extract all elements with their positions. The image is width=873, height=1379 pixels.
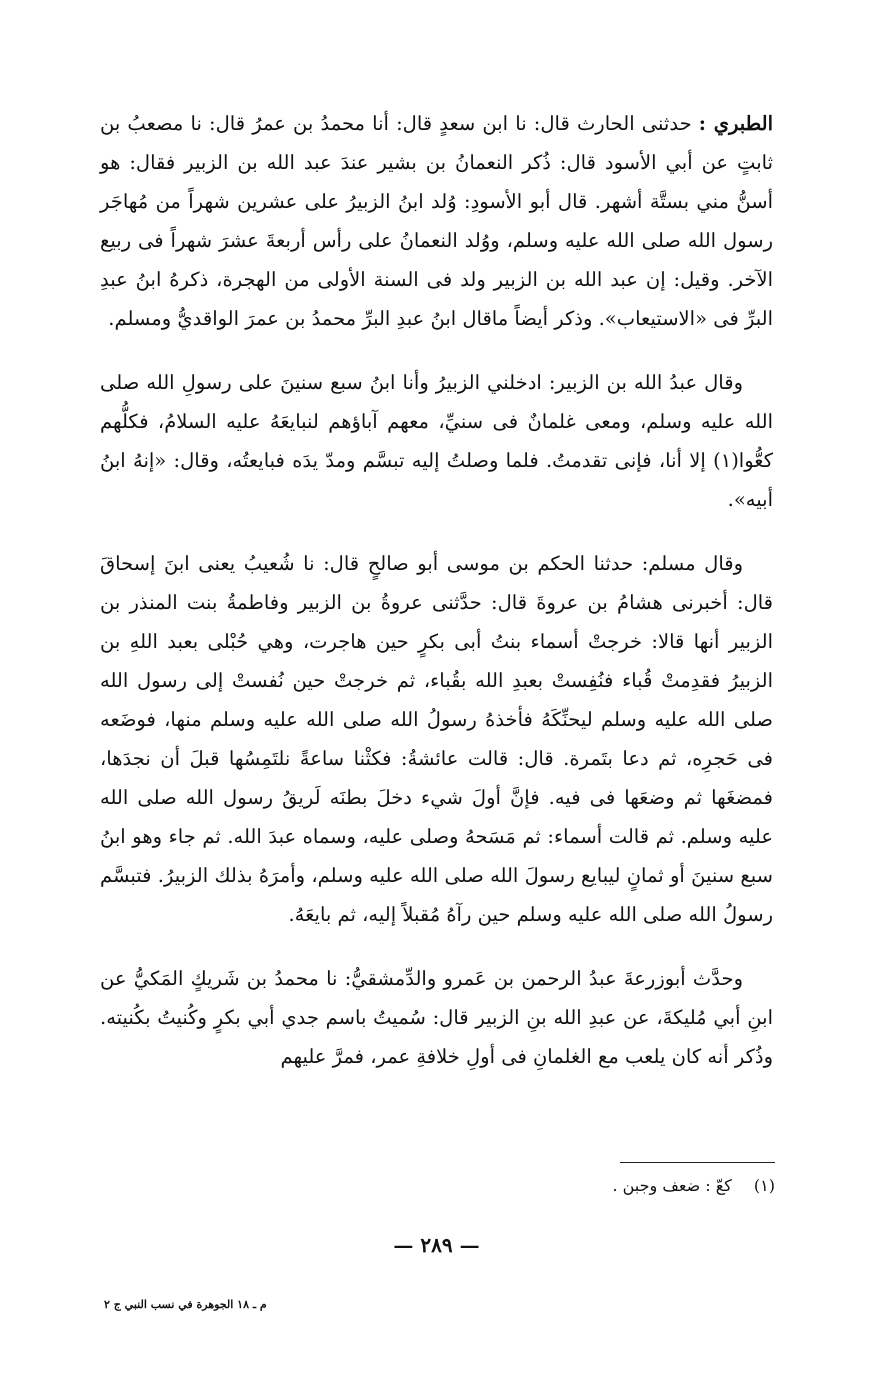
paragraph-1 <box>100 104 773 338</box>
paragraph-4: وحدَّث أبوزرعةَ عبدُ الرحمن بن عَمرو والدِّمشقيُّ: نا محمدُ بن شَريكٍ المَكيُّ عن ابنِ أبي مُليكةَ، عن عبدِ الله بنِ الزبير قال: سُميتُ باسم جدي أبي بكرٍ وكُنيتُ بكُنيته. وذُكر أنه كان يلعب مع الغلمانِ فى أولِ خلافةِ عمر، فمرَّ عليهم <box>100 967 773 1068</box>
paragraph-3: وقال مسلم: حدثنا الحكم بن موسى أبو صالحٍ قال: نا شُعيبُ يعنى ابنَ إسحاقَ قال: أخبرنى هشامُ بن عروةَ قال: حدَّثنى عروةُ بن الزبير وفاطمةُ بنت المنذر بن الزبير أنها قالا: خرجتْ أسماء بنتُ أبى بكرٍ حين هاجرت، وهي حُبْلى بعبد اللهِ بن الزبيرُ فقدِمتْ قُباء فنُفِستْ بعبدِ الله بقُباء، ثم خرجتْ حين نُفستْ إلى رسول الله صلى الله عليه وسلم ليحنِّكَهُ فأخذهُ رسولُ الله صلى الله عليه وسلم منها، فوضَعه فى حَجرِه، ثم دعا بتَمرة. قال: قالت عائشةُ: فكثْنا ساعةً نلتَمِسُها قبلَ أن نجدَها، فمضغَها ثم وضعَها فى فيه. فإنَّ أولَ شيء دخلَ بطنَه لَريقُ رسول الله صلى الله عليه وسلم. ثم قالت أسماء: ثم مَسَحهُ وصلى عليه، وسماه عبدَ الله. ثم جاء وهو ابنُ سبع سنينَ أو ثمانٍ ليبايع رسولَ الله صلى الله عليه وسلم، وأمرَهُ بذلك الزبيرُ. فتبسَّم رسولُ الله صلى الله عليه وسلم حين رآهُ مُقبلاً إليه، ثم بايعَهُ. <box>100 552 773 926</box>
footnote-text: كعّ : ضعف وجبن . <box>612 1176 732 1195</box>
signature-line: م ـ ١٨ الجوهرة في نسب النبي ج ٢ <box>104 1298 267 1311</box>
main-text <box>100 104 773 1101</box>
speaker-label: الطبري : <box>698 112 773 135</box>
paragraph-text: حدثنى الحارث قال: نا ابن سعدٍ قال: أنا محمدُ بن عمرُ قال: نا مصعبُ بن ثابتٍ عن أبي الأسود قال: ذُكر النعمانُ بن بشير عندَ عبد الله بن الزبير فقال: هو أسنُّ مني بستَّة أشهر. قال أبو الأسودِ: وُلد ابنُ الزبيرُ على عشرين شهراً من مُهاجَر رسول الله صلى الله عليه وسلم، ووُلد النعمانُ على رأس أربعةَ عشرَ شهراً فى ربيع الآخر. وقيل: إن عبد الله بن الزبير ولد فى السنة الأولى من الهجرة، ذكرهُ ابنُ عبدِ البرِّ فى «الاستيعاب». وذكر أيضاً ماقال ابنُ عبدِ البرِّ محمدُ بن عمرَ الواقديُّ ومسلم. <box>100 112 773 330</box>
footnote-number: (١) <box>753 1176 775 1195</box>
page-number: — ٢٨٩ — <box>393 1233 480 1257</box>
paragraph-2: وقال عبدُ الله بن الزبير: ادخلني الزبيرُ وأنا ابنُ سبع سنينَ على رسولِ الله صلى الله عليه وسلم، ومعى غلمانٌ فى سنيِّ، معهم آباؤهم لنبايعَهُ عليه السلامُ، فكلُّهم كعُّوا(١) إلا أنا، فإنى تقدمتُ. فلما وصلتُ إليه تبسَّم ومدّ يدَه فبايعتُه، وقال: «إنهُ ابنُ أبيه». <box>100 371 773 511</box>
footnote-divider <box>620 1162 775 1163</box>
footnote <box>612 1172 775 1200</box>
